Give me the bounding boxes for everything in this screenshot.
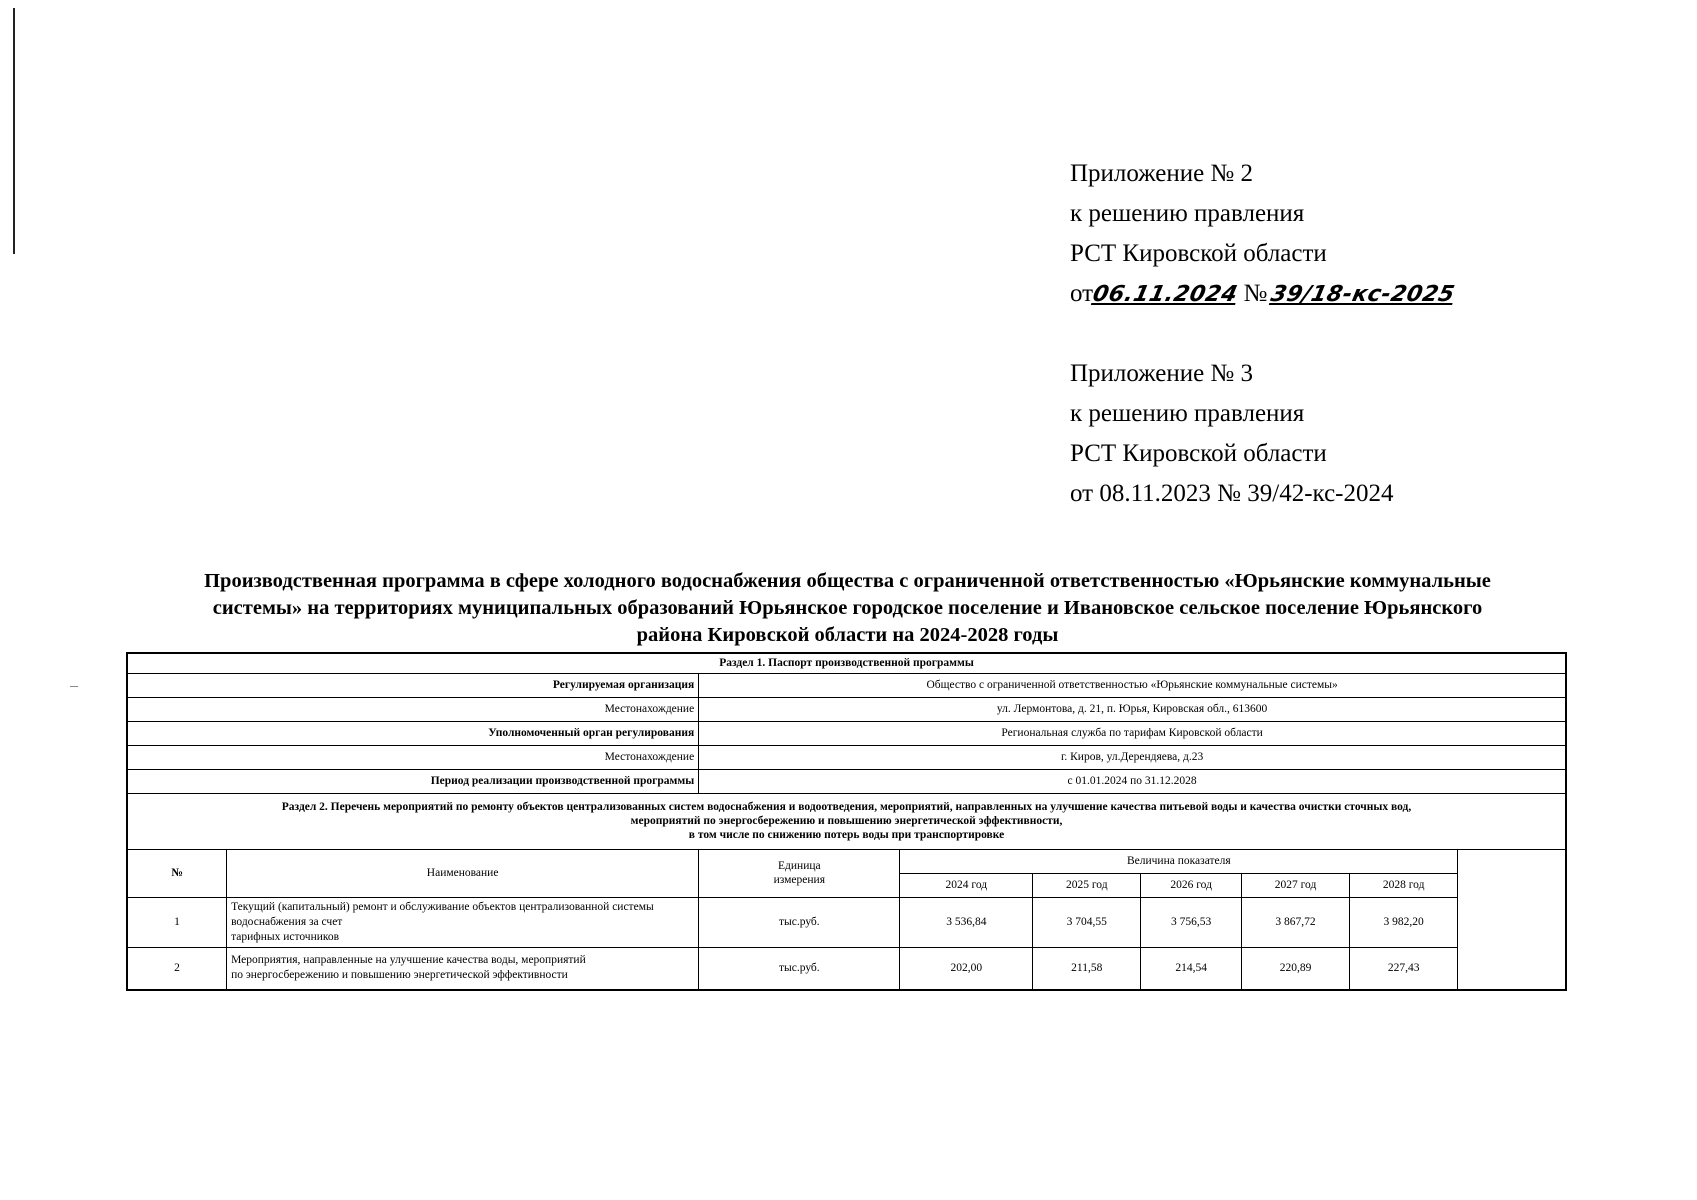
appendix-2-line4 bbox=[1070, 274, 1458, 315]
row-value: 202,00 bbox=[900, 947, 1033, 990]
scan-speck bbox=[70, 686, 78, 687]
header-unit bbox=[699, 849, 900, 897]
header-year: 2028 год bbox=[1350, 873, 1458, 897]
row-unit: тыс.руб. bbox=[699, 897, 900, 947]
row-name-line1: Текущий (капитальный) ремонт и обслуживание объектов централизованной системы водоснабжения за счет bbox=[231, 900, 654, 928]
table-row bbox=[127, 947, 1566, 990]
row-value: 3 982,20 bbox=[1350, 897, 1458, 947]
appendix-2-date-prefix: от bbox=[1070, 280, 1094, 307]
header-unit-line1: Единица bbox=[778, 860, 821, 872]
appendix-3-line3: РСТ Кировской области bbox=[1070, 440, 1327, 467]
passport-label: Уполномоченный орган регулирования bbox=[127, 721, 699, 745]
document-title bbox=[125, 568, 1570, 649]
row-value: 220,89 bbox=[1241, 947, 1349, 990]
passport-value: Региональная служба по тарифам Кировской области bbox=[699, 721, 1566, 745]
row-value: 211,58 bbox=[1033, 947, 1141, 990]
title-line3: района Кировской области на 2024-2028 годы bbox=[636, 624, 1059, 646]
passport-label: Местонахождение bbox=[127, 745, 699, 769]
title-line1: Производственная программа в сфере холодного водоснабжения общества с ограниченной ответственностью «Юрьянские коммунальные bbox=[204, 570, 1491, 592]
handwritten-number: 39/18-кс-2025 bbox=[1268, 282, 1458, 307]
passport-row bbox=[127, 721, 1566, 745]
row-value: 3 536,84 bbox=[900, 897, 1033, 947]
row-value: 214,54 bbox=[1141, 947, 1242, 990]
header-name: Наименование bbox=[227, 849, 699, 897]
passport-row bbox=[127, 697, 1566, 721]
number-sign: № bbox=[1243, 280, 1268, 307]
section2-title-line1: Раздел 2. Перечень мероприятий по ремонту объектов централизованных систем водоснабжения и водоотведения, мероприятий, направленных на улучшение качества питьевой воды и качества очистки сточных вод, bbox=[281, 801, 1412, 813]
header-year: 2027 год bbox=[1241, 873, 1349, 897]
row-name bbox=[227, 897, 699, 947]
passport-value: Общество с ограниченной ответственностью «Юрьянские коммунальные системы» bbox=[699, 673, 1566, 697]
row-value: 3 867,72 bbox=[1241, 897, 1349, 947]
row-name-line2: по энергосбережению и повышению энергетической эффективности bbox=[231, 969, 568, 981]
appendix-2-line2: к решению правления bbox=[1070, 200, 1305, 227]
row-name bbox=[227, 947, 699, 990]
passport-label: Местонахождение bbox=[127, 697, 699, 721]
passport-row bbox=[127, 769, 1566, 793]
passport-row bbox=[127, 673, 1566, 697]
passport-label: Регулируемая организация bbox=[127, 673, 699, 697]
appendix-3-line2: к решению правления bbox=[1070, 400, 1305, 427]
section2-title-line2: мероприятий по энергосбережению и повышению энергетической эффективности, bbox=[630, 815, 1063, 827]
program-table bbox=[126, 652, 1567, 991]
table-row bbox=[127, 897, 1566, 947]
header-values: Величина показателя bbox=[900, 849, 1458, 873]
passport-row bbox=[127, 745, 1566, 769]
passport-value: ул. Лермонтова, д. 21, п. Юрья, Кировская обл., 613600 bbox=[699, 697, 1566, 721]
header-num: № bbox=[127, 849, 227, 897]
section2-title-line3: в том числе по снижению потерь воды при транспортировке bbox=[688, 829, 1005, 841]
title-line2: системы» на территориях муниципальных образований Юрьянское городское поселение и Ивановское сельское поселение Юрьянского bbox=[212, 597, 1483, 619]
appendix-2-block bbox=[1070, 154, 1458, 315]
header-year: 2026 год bbox=[1141, 873, 1242, 897]
row-value: 227,43 bbox=[1350, 947, 1458, 990]
passport-value: с 01.01.2024 по 31.12.2028 bbox=[699, 769, 1566, 793]
appendix-2-line1: Приложение № 2 bbox=[1070, 160, 1254, 187]
header-unit-line2: измерения bbox=[773, 874, 825, 886]
handwritten-date: 06.11.2024 bbox=[1090, 282, 1241, 307]
appendix-3-line4: от 08.11.2023 № 39/42-кс-2024 bbox=[1070, 480, 1394, 507]
row-name-line2: тарифных источников bbox=[231, 930, 340, 943]
passport-label: Период реализации производственной программы bbox=[127, 769, 699, 793]
appendix-3-line1: Приложение № 3 bbox=[1070, 360, 1254, 387]
appendix-2-line3: РСТ Кировской области bbox=[1070, 240, 1327, 267]
row-num: 1 bbox=[127, 897, 227, 947]
passport-value: г. Киров, ул.Дерендяева, д.23 bbox=[699, 745, 1566, 769]
row-num: 2 bbox=[127, 947, 227, 990]
row-name-line1: Мероприятия, направленные на улучшение качества воды, мероприятий bbox=[231, 954, 586, 966]
section1-title: Раздел 1. Паспорт производственной программы bbox=[127, 653, 1566, 673]
row-value: 3 756,53 bbox=[1141, 897, 1242, 947]
header-year: 2025 год bbox=[1033, 873, 1141, 897]
section2-title bbox=[127, 793, 1566, 849]
row-unit: тыс.руб. bbox=[699, 947, 900, 990]
row-value: 3 704,55 bbox=[1033, 897, 1141, 947]
appendix-3-block bbox=[1070, 354, 1394, 514]
header-year: 2024 год bbox=[900, 873, 1033, 897]
scan-margin-line bbox=[13, 8, 15, 254]
